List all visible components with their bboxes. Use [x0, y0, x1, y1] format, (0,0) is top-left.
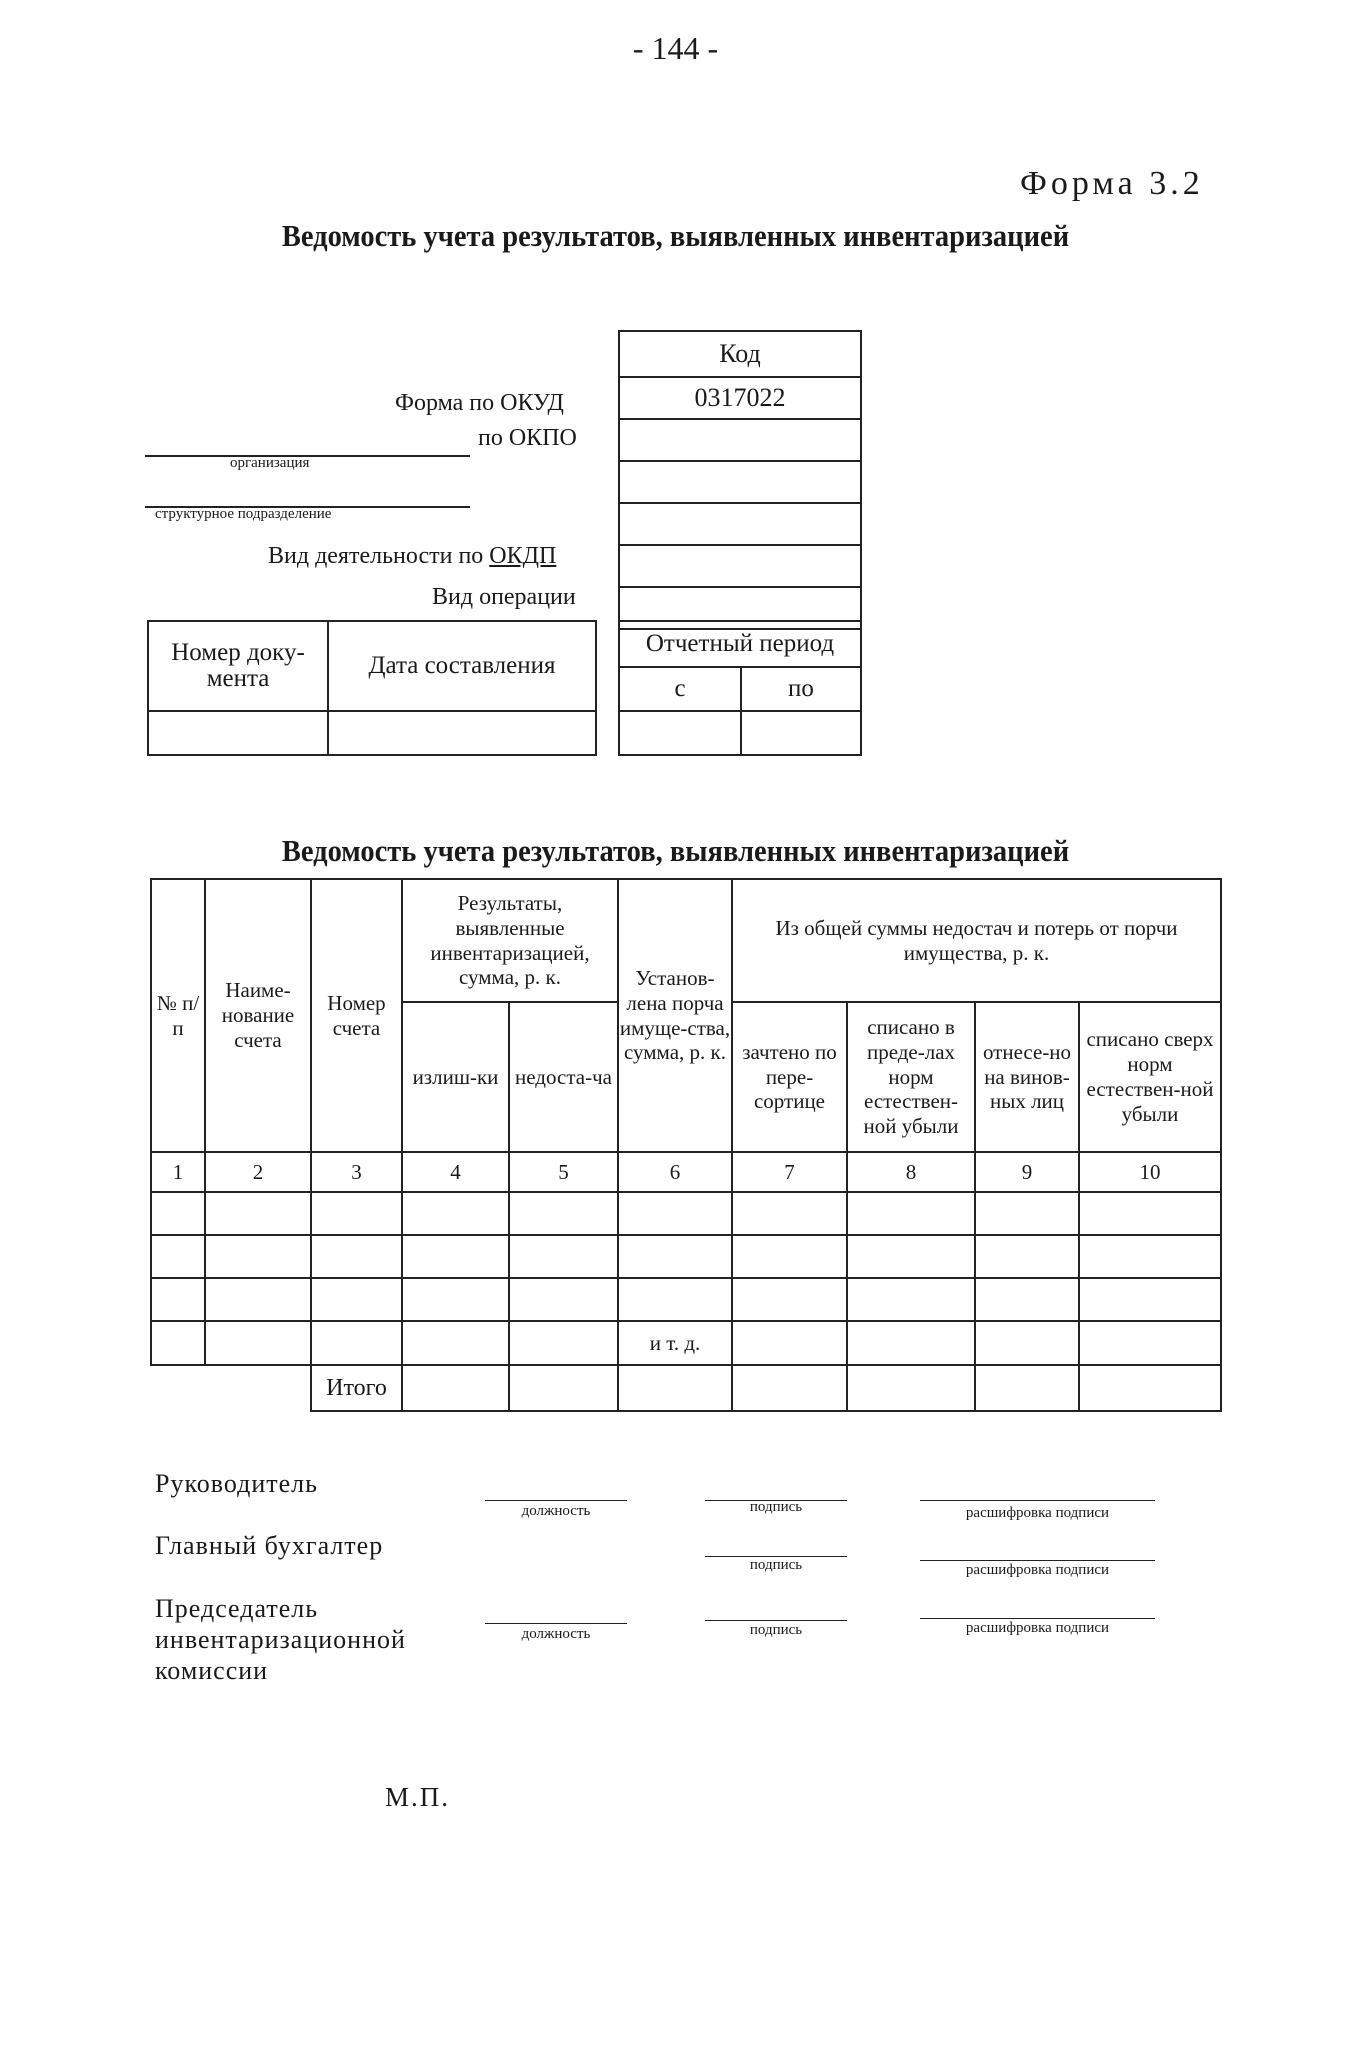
- period-header: Отчетный период: [619, 621, 861, 667]
- chairman-signature-line: [705, 1620, 847, 1621]
- col-number: 7: [732, 1152, 847, 1192]
- chief-accountant-label: Главный бухгалтер: [155, 1531, 384, 1560]
- accountant-signature-caption: подпись: [749, 1557, 803, 1573]
- document-info-box: [147, 620, 597, 756]
- results-table: [150, 878, 1222, 1412]
- director-signature-caption: подпись: [749, 1499, 803, 1515]
- reporting-period-box: [618, 620, 862, 756]
- organization-caption: организация: [230, 455, 310, 471]
- code-header: Код: [619, 331, 861, 377]
- header-shortage: недоста-ча: [509, 1002, 618, 1152]
- code-cell: [619, 503, 861, 545]
- col-number: 8: [847, 1152, 975, 1192]
- col-number: 1: [151, 1152, 205, 1192]
- header-num: № п/п: [151, 879, 205, 1152]
- etc-cell: и т. д.: [618, 1321, 732, 1365]
- col-number: 4: [402, 1152, 509, 1192]
- col-number: 2: [205, 1152, 311, 1192]
- col-number: 10: [1079, 1152, 1221, 1192]
- header-account-name: Наиме-нование счета: [205, 879, 311, 1152]
- total-row: [151, 1365, 1221, 1411]
- director-position-line: [485, 1500, 627, 1501]
- operation-label: Вид операции: [432, 584, 576, 610]
- doc-date-value: [328, 711, 596, 755]
- okud-label: Форма по ОКУД: [395, 390, 564, 416]
- code-okpo: [619, 419, 861, 461]
- activity-label: [268, 543, 556, 570]
- activity-prefix: Вид деятельности по: [268, 543, 490, 569]
- table-title: Ведомость учета результатов, выявленных инвентаризацией: [281, 833, 1070, 868]
- department-caption: структурное подразделение: [155, 506, 332, 522]
- code-okdp: [619, 545, 861, 587]
- code-box: [618, 330, 862, 630]
- document-title: Ведомость учета результатов, выявленных инвентаризацией: [281, 218, 1070, 253]
- period-from-label: с: [619, 667, 741, 711]
- period-from-value: [619, 711, 741, 755]
- header-guilty: отнесе-но на винов-ных лиц: [975, 1002, 1079, 1152]
- form-label: Форма 3.2: [1020, 165, 1204, 202]
- header-results: Результаты, выявленные инвентаризацией, сумма, р. к.: [402, 879, 618, 1002]
- header-within-norms: списано в преде-лах норм естествен-ной убыли: [847, 1002, 975, 1152]
- col-number: 9: [975, 1152, 1079, 1192]
- col-number: 5: [509, 1152, 618, 1192]
- table-row: [151, 1278, 1221, 1321]
- chairman-decoding-line: [920, 1618, 1155, 1619]
- okdp-abbr: ОКДП: [489, 543, 557, 569]
- chairman-decoding-caption: расшифровка подписи: [965, 1620, 1110, 1636]
- period-to-label: по: [741, 667, 861, 711]
- header-account-number: Номер счета: [311, 879, 402, 1152]
- chairman-label: Председатель инвентаризационной комиссии: [155, 1594, 406, 1686]
- accountant-decoding-caption: расшифровка подписи: [965, 1562, 1110, 1578]
- header-surplus: излиш-ки: [402, 1002, 509, 1152]
- header-regrading: зачтено по пере-сортице: [732, 1002, 847, 1152]
- column-numbers-row: [151, 1152, 1221, 1192]
- total-label: Итого: [311, 1365, 402, 1411]
- director-decoding-caption: расшифровка подписи: [965, 1505, 1110, 1521]
- stamp-place: М.П.: [385, 1782, 451, 1812]
- doc-number-value: [148, 711, 328, 755]
- col-number: 3: [311, 1152, 402, 1192]
- director-decoding-line: [920, 1500, 1155, 1501]
- chairman-position-caption: должность: [521, 1626, 591, 1642]
- doc-date-header: Дата составления: [328, 621, 596, 711]
- director-position-caption: должность: [521, 1503, 591, 1519]
- code-okud: 0317022: [619, 377, 861, 419]
- director-label: Руководитель: [155, 1469, 318, 1498]
- chairman-position-line: [485, 1623, 627, 1624]
- chairman-signature-caption: подпись: [749, 1622, 803, 1638]
- doc-number-header: Номер доку-мента: [148, 621, 328, 711]
- page-number: - 144 -: [632, 30, 719, 66]
- header-damage: Установ-лена порча имуще-ства, сумма, р. к.: [618, 879, 732, 1152]
- table-row: [151, 1192, 1221, 1235]
- col-number: 6: [618, 1152, 732, 1192]
- table-row: [151, 1321, 1221, 1365]
- accountant-decoding-line: [920, 1560, 1155, 1561]
- header-above-norms: списано сверх норм естествен-ной убыли: [1079, 1002, 1221, 1152]
- table-row: [151, 1235, 1221, 1278]
- okpo-label: по ОКПО: [478, 425, 577, 451]
- code-cell: [619, 461, 861, 503]
- period-to-value: [741, 711, 861, 755]
- header-from-total: Из общей суммы недостач и потерь от порчи имущества, р. к.: [732, 879, 1221, 1002]
